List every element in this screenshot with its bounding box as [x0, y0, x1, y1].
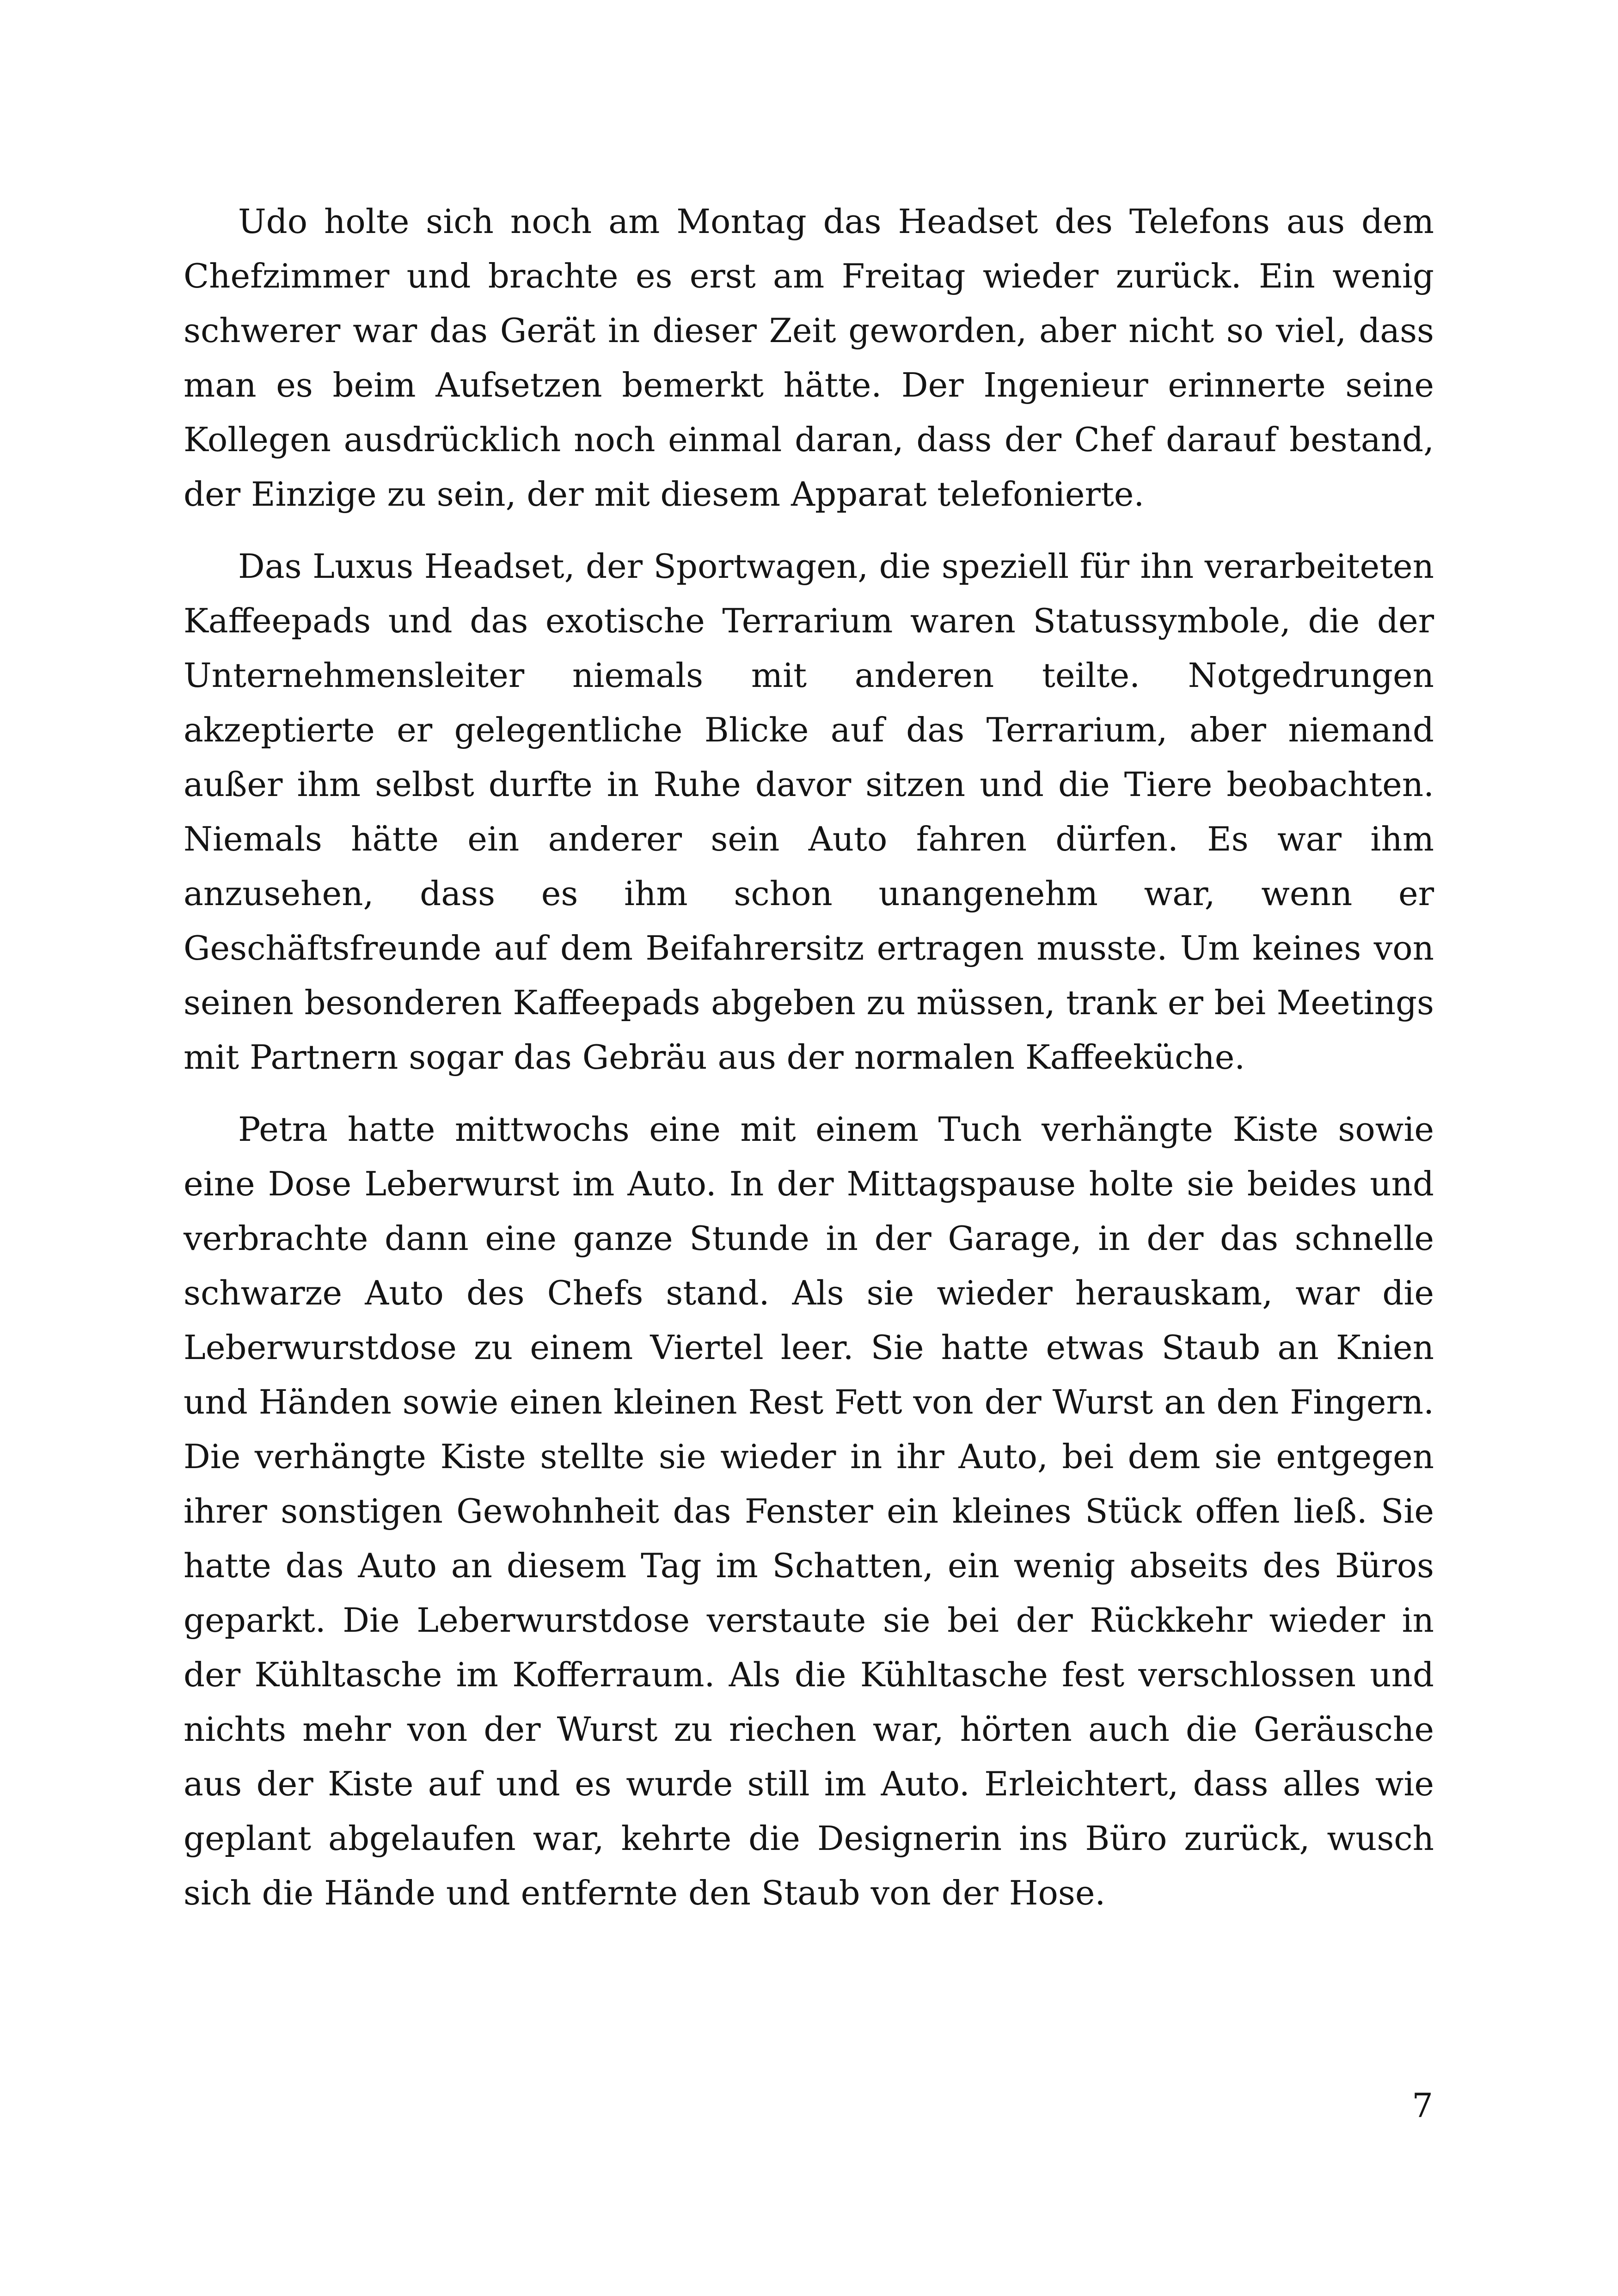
body-text [184, 194, 1434, 1920]
paragraph-status-symbols: Das Luxus Headset, der Sportwagen, die speziell für ihn verarbeiteten Kaffeepads und das exotische Terrarium waren Statussymbole, die der Unternehmensleiter niemals mit anderen teilte. Notgedrungen akzeptierte er gelegentliche Blicke auf das Terrarium, aber niemand außer ihm selbst durfte in Ruhe davor sitzen und die Tiere beobachten. Niemals hätte ein anderer sein Auto fahren dürfen. Es war ihm anzusehen, dass es ihm schon unangenehm war, wenn er Geschäftsfreunde auf dem Beifahrersitz ertragen musste. Um keines von seinen besonderen Kaffeepads abgeben zu müssen, trank er bei Meetings mit Partnern sogar das Gebräu aus der normalen Kaffeeküche. [184, 547, 1434, 1077]
paragraph-headset: Udo holte sich noch am Montag das Headset des Telefons aus dem Chefzimmer und brachte es erst am Freitag wieder zurück. Ein wenig schwerer war das Gerät in dieser Zeit geworden, aber nicht so viel, dass man es beim Aufsetzen bemerkt hätte. Der Ingenieur erinnerte seine Kollegen ausdrücklich noch einmal daran, dass der Chef darauf bestand, der Einzige zu sein, der mit diesem Apparat telefonierte. [184, 202, 1434, 514]
page-number: 7 [1412, 2086, 1433, 2125]
paragraph-petra-garage: Petra hatte mittwochs eine mit einem Tuch verhängte Kiste sowie eine Dose Leberwurst im Auto. In der Mittagspause holte sie beides und verbrachte dann eine ganze Stunde in der Garage, in der das schnelle schwarze Auto des Chefs stand. Als sie wieder herauskam, war die Leberwurstdose zu einem Viertel leer. Sie hatte etwas Staub an Knien und Händen sowie einen kleinen Rest Fett von der Wurst an den Fingern. Die verhängte Kiste stellte sie wieder in ihr Auto, bei dem sie entgegen ihrer sonstigen Gewohnheit das Fenster ein kleines Stück offen ließ. Sie hatte das Auto an diesem Tag im Schatten, ein wenig abseits des Büros geparkt. Die Leberwurstdose verstaute sie bei der Rückkehr wieder in der Kühltasche im Kofferraum. Als die Kühltasche fest verschlossen und nichts mehr von der Wurst zu riechen war, hörten auch die Geräusche aus der Kiste auf und es wurde still im Auto. Erleichtert, dass alles wie geplant abgelaufen war, kehrte die Designerin ins Büro zurück, wusch sich die Hände und entfernte den Staub von der Hose. [184, 1110, 1434, 1912]
